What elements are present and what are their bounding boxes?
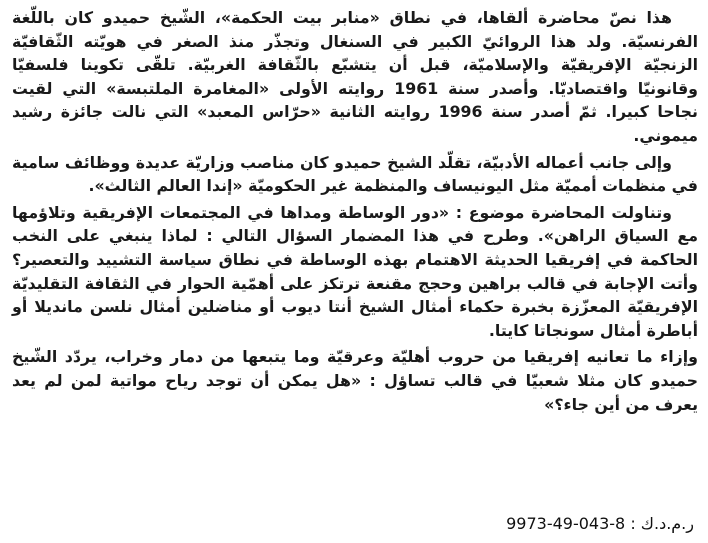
isbn-number: 9973-49-043-8 — [506, 514, 626, 533]
isbn-footer — [506, 514, 694, 533]
paragraph-lecture-topic: وتناولت المحاضرة موضوع : «دور الوساطة ومداها في المجتمعات الإفريقية وتلاؤمها مع السياق الراهن». وطرح في هذا المضمار السؤال التالي : لماذا ينبغي على النخب الحاكمة في إفريقيا الحديثة الاهتمام بهذه الوساطة في نطاق سياسة التشييد والتعصير؟ وأتت الإجابة في قالب براهين وحجج مقنعة ترتكز على أهمّية الحوار في الثقافة التقليديّة الإفريقيّة المعزّزة بخبرة حكماء أمثال الشيخ أنتا ديوب أو مناضلين أمثال نلسن مانديلا أو أباطرة أمثال سونجاتا كايتا. — [12, 202, 698, 340]
paragraph-career: وإلى جانب أعماله الأدبيّة، تقلّد الشيخ حميدو كان مناصب وزاريّة عديدة ووظائف سامية في منظمات أمميّة مثل اليونيساف والمنظمة غير الحكوميّة «إندا العالم الثالث». — [12, 152, 698, 196]
isbn-label: ر.م.د.ك : — [630, 514, 694, 533]
paragraph-closing: وإزاء ما تعانيه إفريقيا من حروب أهليّة وعرقيّة وما يتبعها من دمار وخراب، يردّد الشّيخ حميدو كان مثلا شعبيّا في قالب تساؤل : «هل يمكن أن توجد رياح مواتية لمن لم يعد يعرف من أين جاء؟» — [12, 347, 698, 414]
paragraph-intro: هذا نصّ محاضرة ألقاها، في نطاق «منابر بيت الحكمة»، الشّيخ حميدو كان باللّغة الفرنسيّة. ولد هذا الروائيّ الكبير في السنغال وتجذّر منذ الصغر في هويّته الثّقافيّة الزنجيّة الإفريقيّة والإسلاميّة، قبل أن يتشبّع بالثّقافة الغربيّة. تلقّى تكوينا فلسفيّا وقانونيّا واقتصاديّا. وأصدر سنة 1961 روايته الأولى «المغامرة الملتبسة» التي لقيت نجاحا كبيرا. ثمّ أصدر سنة 1996 روايته الثانية «حرّاس المعبد» التي نالت جائزة رشيد ميموني. — [12, 8, 699, 145]
